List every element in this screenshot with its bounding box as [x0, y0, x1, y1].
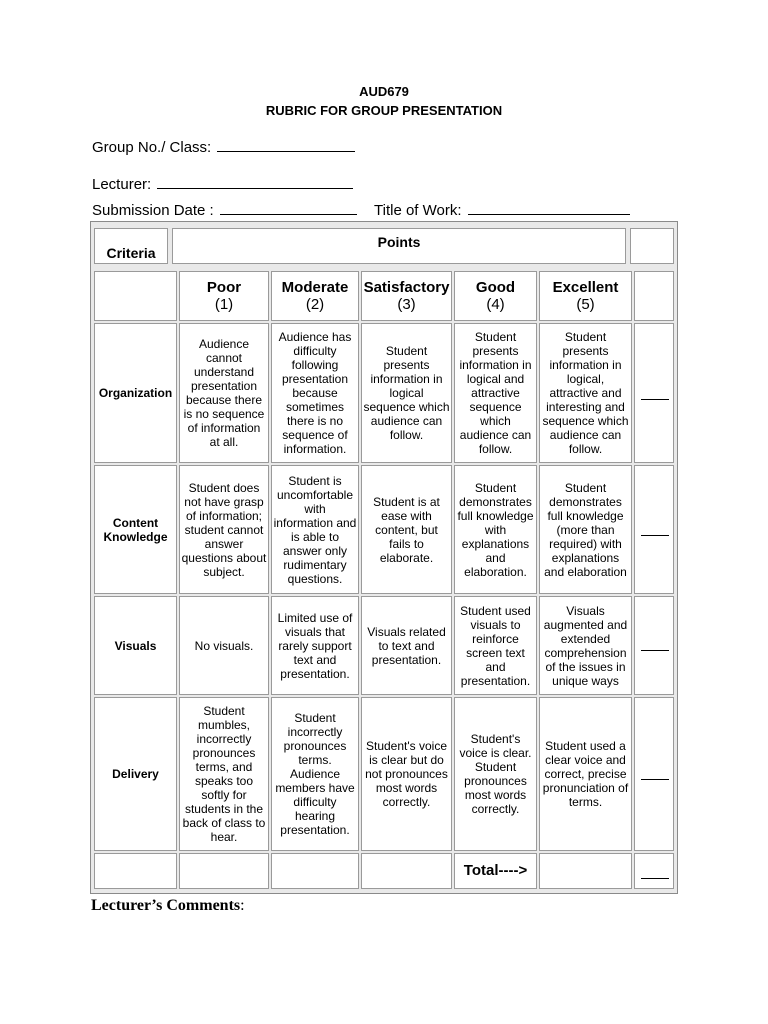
total-row-cell: [271, 853, 359, 889]
descriptor: No visuals.: [179, 596, 269, 695]
comments-colon: :: [240, 897, 245, 914]
descriptor: Student mumbles, incorrectly pronounces terms, and speaks too softly for students in the back of class to hear.: [179, 697, 269, 851]
submission-date-label: Submission Date :: [92, 202, 214, 219]
group-class-label: Group No./ Class:: [92, 139, 212, 156]
level-satisfactory: Satisfactory (3): [361, 271, 452, 321]
criterion-visuals: Visuals: [94, 596, 177, 695]
lecturer-blank[interactable]: [157, 176, 353, 189]
title-of-work-label: Title of Work:: [374, 202, 462, 219]
descriptor: Student is uncomfortable with information and is able to answer only rudimentary questions.: [271, 465, 359, 594]
total-row-cell: [179, 853, 269, 889]
descriptor: Visuals augmented and extended comprehension of the issues in unique ways: [539, 596, 632, 695]
lecturer-field: [92, 176, 353, 193]
descriptor: Student used visuals to reinforce screen text and presentation.: [454, 596, 537, 695]
submission-date-field: [92, 202, 357, 219]
descriptor: Student presents information in logical and attractive sequence which audience can follow.: [454, 323, 537, 463]
title-of-work-blank[interactable]: [468, 202, 630, 215]
lecturer-label: Lecturer:: [92, 176, 152, 193]
score-blank-delivery[interactable]: [641, 779, 669, 780]
descriptor: Student is at ease with content, but fails to elaborate.: [361, 465, 452, 594]
level-moderate: Moderate (2): [271, 271, 359, 321]
level-score-cell: [634, 271, 674, 321]
score-blank-organization[interactable]: [641, 399, 669, 400]
total-score-cell[interactable]: [634, 853, 674, 889]
descriptor: Limited use of visuals that rarely support text and presentation.: [271, 596, 359, 695]
course-code: AUD679: [359, 84, 409, 99]
descriptor: Student demonstrates full knowledge (more than required) with explanations and elaboration: [539, 465, 632, 594]
descriptor: Student's voice is clear but do not pronounces most words correctly.: [361, 697, 452, 851]
descriptor: Visuals related to text and presentation.: [361, 596, 452, 695]
criterion-content-knowledge: Content Knowledge: [94, 465, 177, 594]
score-blank-visuals[interactable]: [641, 650, 669, 651]
total-row-cell: [539, 853, 632, 889]
descriptor: Student demonstrates full knowledge with explanations and elaboration.: [454, 465, 537, 594]
descriptor: Student incorrectly pronounces terms. Audience members have difficulty hearing presentation.: [271, 697, 359, 851]
descriptor: Student used a clear voice and correct, precise pronunciation of terms.: [539, 697, 632, 851]
score-blank-content-knowledge[interactable]: [641, 535, 669, 536]
points-header: Points: [172, 228, 626, 264]
document-title: RUBRIC FOR GROUP PRESENTATION: [265, 103, 503, 118]
total-row-cell: [361, 853, 452, 889]
header-score-cell: [630, 228, 674, 264]
level-criteria-cell: [94, 271, 177, 321]
descriptor: Student's voice is clear. Student pronounces most words correctly.: [454, 697, 537, 851]
score-cell-content-knowledge[interactable]: [634, 465, 674, 594]
submission-date-blank[interactable]: [220, 202, 357, 215]
criterion-organization: Organization: [94, 323, 177, 463]
comments-label: Lecturer’s Comments: [91, 897, 241, 914]
level-good: Good (4): [454, 271, 537, 321]
group-class-blank[interactable]: [217, 139, 355, 152]
level-excellent: Excellent (5): [539, 271, 632, 321]
descriptor: Student presents information in logical, attractive and interesting and sequence which audience can follow.: [539, 323, 632, 463]
descriptor: Student presents information in logical sequence which audience can follow.: [361, 323, 452, 463]
score-cell-delivery[interactable]: [634, 697, 674, 851]
total-label: Total---->: [454, 853, 537, 889]
total-score-blank[interactable]: [641, 878, 669, 879]
score-cell-organization[interactable]: [634, 323, 674, 463]
level-poor: Poor (1): [179, 271, 269, 321]
lecturer-comments: [91, 897, 245, 915]
descriptor: Student does not have grasp of information; student cannot answer questions about subject.: [179, 465, 269, 594]
criterion-delivery: Delivery: [94, 697, 177, 851]
score-cell-visuals[interactable]: [634, 596, 674, 695]
criteria-header: Criteria: [94, 228, 168, 264]
descriptor: Audience has difficulty following presentation because sometimes there is no sequence of information.: [271, 323, 359, 463]
total-row-cell: [94, 853, 177, 889]
group-class-field: [92, 139, 355, 156]
descriptor: Audience cannot understand presentation because there is no sequence of information at all.: [179, 323, 269, 463]
title-of-work-field: [374, 202, 630, 219]
